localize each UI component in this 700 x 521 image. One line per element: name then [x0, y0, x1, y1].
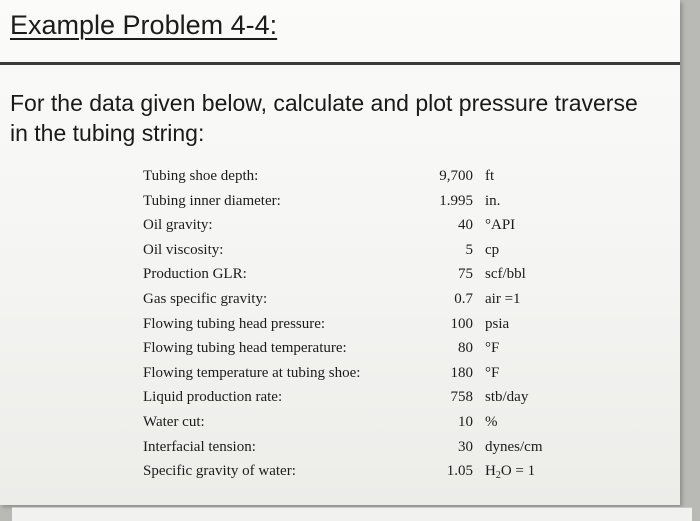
data-unit: psia	[485, 315, 510, 332]
data-unit: %	[485, 413, 498, 430]
unit-subscript: 2	[495, 470, 501, 482]
data-value: 9,700	[439, 168, 473, 184]
data-row	[143, 291, 563, 316]
data-row	[143, 193, 563, 218]
data-unit: in.	[485, 192, 501, 209]
data-value: 80	[458, 340, 473, 357]
data-label: Oil gravity:	[143, 217, 213, 234]
data-label: Oil viscosity:	[143, 241, 224, 258]
data-row	[143, 439, 563, 464]
data-label: Gas specific gravity:	[143, 290, 268, 307]
data-row	[143, 168, 563, 193]
data-row	[143, 217, 563, 242]
data-value: 75	[458, 266, 473, 283]
data-value: 180	[450, 364, 473, 381]
data-row	[143, 266, 563, 291]
data-label: Specific gravity of water:	[143, 463, 296, 480]
data-unit: °F	[485, 364, 500, 381]
data-row	[143, 463, 563, 488]
unit-o: O = 1	[500, 463, 536, 480]
data-value: 30	[458, 438, 473, 455]
data-unit: ft	[485, 168, 495, 184]
problem-statement: For the data given below, calculate and plot pressure traverse in the tubing string:	[10, 90, 638, 146]
data-row	[143, 340, 563, 365]
data-value: 5	[465, 241, 473, 258]
data-row	[143, 365, 563, 390]
data-value: 1.995	[439, 192, 473, 209]
data-unit: cp	[485, 241, 500, 258]
page-title: Example Problem 4-4:	[10, 10, 278, 40]
data-label: Tubing inner diameter:	[143, 192, 281, 209]
data-value: 40	[458, 217, 473, 234]
data-unit: stb/day	[485, 389, 529, 406]
data-table	[143, 168, 563, 488]
data-value: 0.7	[454, 290, 473, 307]
next-slide-edge	[12, 507, 692, 521]
unit-h: H	[485, 463, 496, 480]
data-label: Flowing temperature at tubing shoe:	[143, 364, 361, 381]
data-label: Production GLR:	[143, 266, 247, 283]
data-unit: °API	[485, 217, 516, 234]
data-unit: air =1	[485, 290, 521, 307]
title-divider	[0, 62, 680, 65]
data-unit: scf/bbl	[485, 266, 526, 283]
data-unit	[485, 463, 535, 481]
data-label: Interfacial tension:	[143, 438, 256, 455]
data-row	[143, 414, 563, 439]
data-value: 100	[450, 315, 473, 332]
data-row	[143, 316, 563, 341]
data-label: Flowing tubing head pressure:	[143, 315, 326, 332]
data-value: 1.05	[446, 463, 473, 480]
data-unit: dynes/cm	[485, 438, 543, 455]
data-label: Liquid production rate:	[143, 389, 283, 406]
data-row	[143, 389, 563, 414]
data-label: Water cut:	[143, 413, 205, 430]
data-label: Tubing shoe depth:	[143, 168, 259, 184]
data-value: 758	[450, 389, 473, 406]
data-label: Flowing tubing head temperature:	[143, 340, 347, 357]
data-unit: °F	[485, 340, 500, 357]
data-value: 10	[458, 413, 473, 430]
data-row	[143, 242, 563, 267]
